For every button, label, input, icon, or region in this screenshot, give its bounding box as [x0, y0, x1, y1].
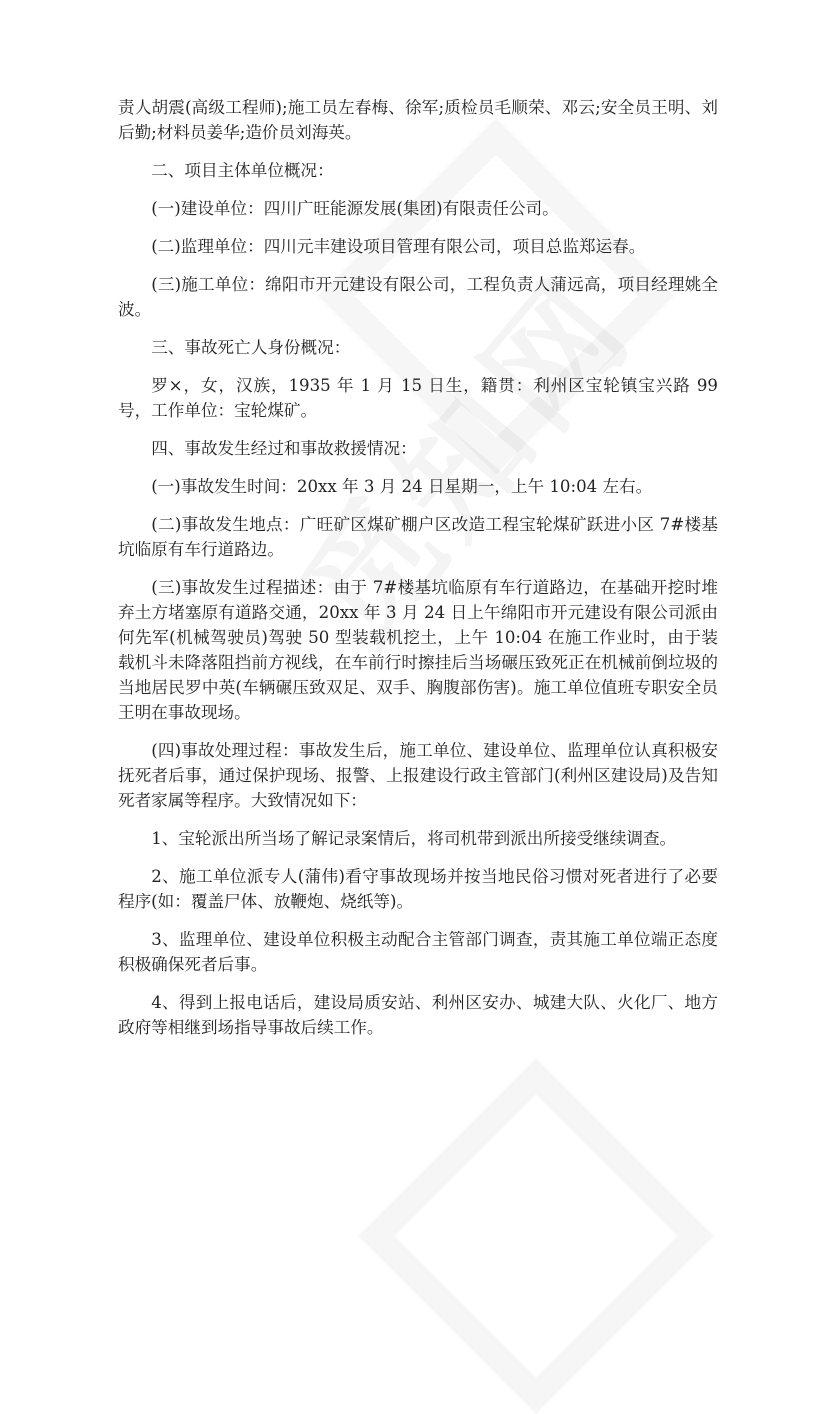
paragraph-accident-description: (三)事故发生过程描述：由于 7#楼基坑临原有车行道路边，在基础开挖时堆弃土方堵塞原有道路交通，20xx 年 3 月 24 日上午绵阳市开元建设有限公司派由何先军(机械驾驶员)驾驶 50 型装载机挖土，上午 10:04 在施工作业时，由于装载机斗未降落阻挡前方视线，在车前行时擦挂后当场碾压致死正在机械前倒垃圾的当地居民罗中英(车辆碾压致双足、双手、胸腹部伤害)。施工单位值班专职安全员王明在事故现场。: [118, 578, 718, 722]
paragraph-accident-handling: (四)事故处理过程：事故发生后，施工单位、建设单位、监理单位认真积极安抚死者后事，通过保护现场、报警、上报建设行政主管部门(利州区建设局)及告知死者家属等程序。大致情况如下：: [118, 741, 718, 810]
paragraph-victim-info: 罗×，女，汉族，1935 年 1 月 15 日生，籍贯：利州区宝轮镇宝兴路 99 号，工作单位：宝轮煤矿。: [118, 376, 718, 420]
watermark-frame-bottom: [358, 1058, 714, 1414]
paragraph-staff-list: 责人胡震(高级工程师);施工员左春梅、徐军;质检员毛顺荣、邓云;安全员王明、刘后勤;材料员姜华;造价员刘海英。: [118, 98, 718, 142]
paragraph-supervision-unit: (二)监理单位：四川元丰建设项目管理有限公司，项目总监郑运春。: [151, 237, 646, 256]
heading-victim-identity: 三、事故死亡人身份概况：: [151, 338, 351, 357]
paragraph-accident-location: (二)事故发生地点：广旺矿区煤矿棚户区改造工程宝轮煤矿跃进小区 7#楼基坑临原有车行道路边。: [118, 515, 718, 559]
list-item-2: 2、施工单位派专人(蒲伟)看守事故现场并按当地民俗习惯对死者进行了必要程序(如：覆盖尸体、放鞭炮、烧纸等)。: [118, 867, 718, 911]
document-page: [118, 95, 718, 1053]
list-item-3: 3、监理单位、建设单位积极主动配合主管部门调查，责其施工单位端正态度积极确保死者后事。: [118, 930, 718, 974]
paragraph-contractor-unit: (三)施工单位：绵阳市开元建设有限公司，工程负责人蒲远高，项目经理姚全波。: [118, 275, 718, 319]
list-item-1: 1、宝轮派出所当场了解记录案情后，将司机带到派出所接受继续调查。: [151, 829, 677, 848]
paragraph-construction-unit: (一)建设单位：四川广旺能源发展(集团)有限责任公司。: [151, 199, 559, 218]
heading-accident-process: 四、事故发生经过和事故救援情况：: [151, 439, 417, 458]
paragraph-accident-time: (一)事故发生时间：20xx 年 3 月 24 日星期一，上午 10:04 左右。: [151, 477, 653, 496]
heading-project-units: 二、项目主体单位概况：: [151, 161, 334, 180]
list-item-4: 4、得到上报电话后，建设局质安站、利州区安办、城建大队、火化厂、地方政府等相继到场指导事故后续工作。: [118, 993, 718, 1037]
